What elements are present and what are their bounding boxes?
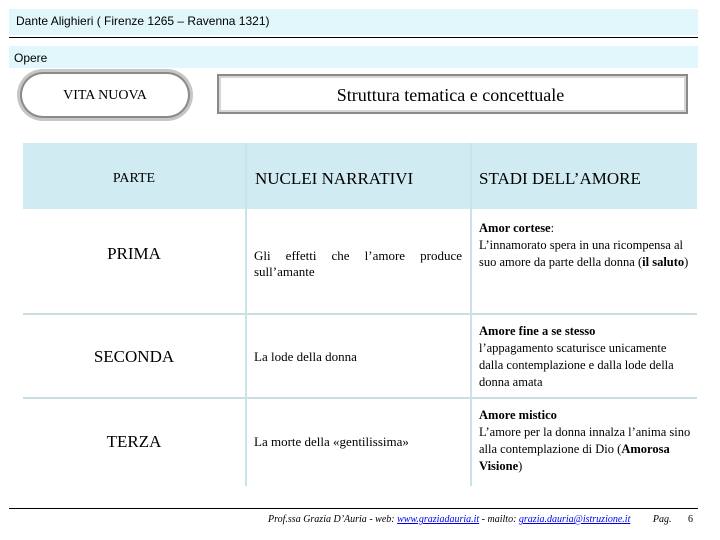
header-nuclei: NUCLEI NARRATIVI: [255, 169, 414, 188]
stadio-seconda: Amore fine a se stesso l’appagamento scaturisce unicamente dalla contemplazione e dalla lode della donna amata: [479, 324, 674, 389]
stadio-terza-title: Amore mistico: [479, 408, 557, 422]
footer-mail-link[interactable]: grazia.dauria@istruzione.it: [518, 514, 631, 525]
nucleo-prima: Gli effetti che l’amore produce sull’amante: [254, 248, 462, 279]
footer-page-label: Pag.: [652, 514, 672, 525]
structure-table: [23, 143, 697, 486]
stadio-seconda-title: Amore fine a se stesso: [479, 324, 596, 338]
work-title: VITA NUOVA: [63, 88, 147, 103]
nucleo-terza: La morte della «gentilissima»: [254, 434, 409, 449]
part-seconda: SECONDA: [93, 347, 175, 366]
part-prima: PRIMA: [107, 244, 161, 263]
header-parte: PARTE: [112, 171, 156, 186]
structure-title: Struttura tematica e concettuale: [336, 85, 565, 105]
stadio-prima: Amor cortese: L’innamorato spera in una ricompensa al suo amore da parte della donna (il saluto): [479, 221, 689, 269]
stadio-prima-title: Amor cortese: [479, 221, 551, 235]
stadio-terza: Amore mistico L’amore per la donna innalza l’anima sino alla contemplazione di Dio (Amorosa Visione): [479, 408, 691, 473]
page-number: 6: [687, 514, 693, 525]
header-stadi: STADI DELL’AMORE: [479, 169, 641, 188]
nucleo-seconda: La lode della donna: [254, 349, 357, 364]
header-divider: [9, 37, 698, 38]
part-terza: TERZA: [106, 432, 162, 451]
column-divider: [470, 143, 472, 486]
section-title: Opere: [14, 51, 48, 65]
slide-header: Dante Alighieri ( Firenze 1265 – Ravenna 1321): [16, 14, 270, 28]
footer: Prof.ssa Grazia D’Auria - web: www.graziadauria.it - mailto: grazia.dauria@istruzione.it Pag. 6: [268, 514, 693, 525]
footer-divider: [9, 508, 698, 509]
column-divider: [245, 143, 247, 486]
footer-author: Prof.ssa Grazia D’Auria: [268, 514, 367, 525]
footer-web-link[interactable]: www.graziadauria.it: [397, 514, 480, 525]
section-band: [9, 46, 698, 68]
